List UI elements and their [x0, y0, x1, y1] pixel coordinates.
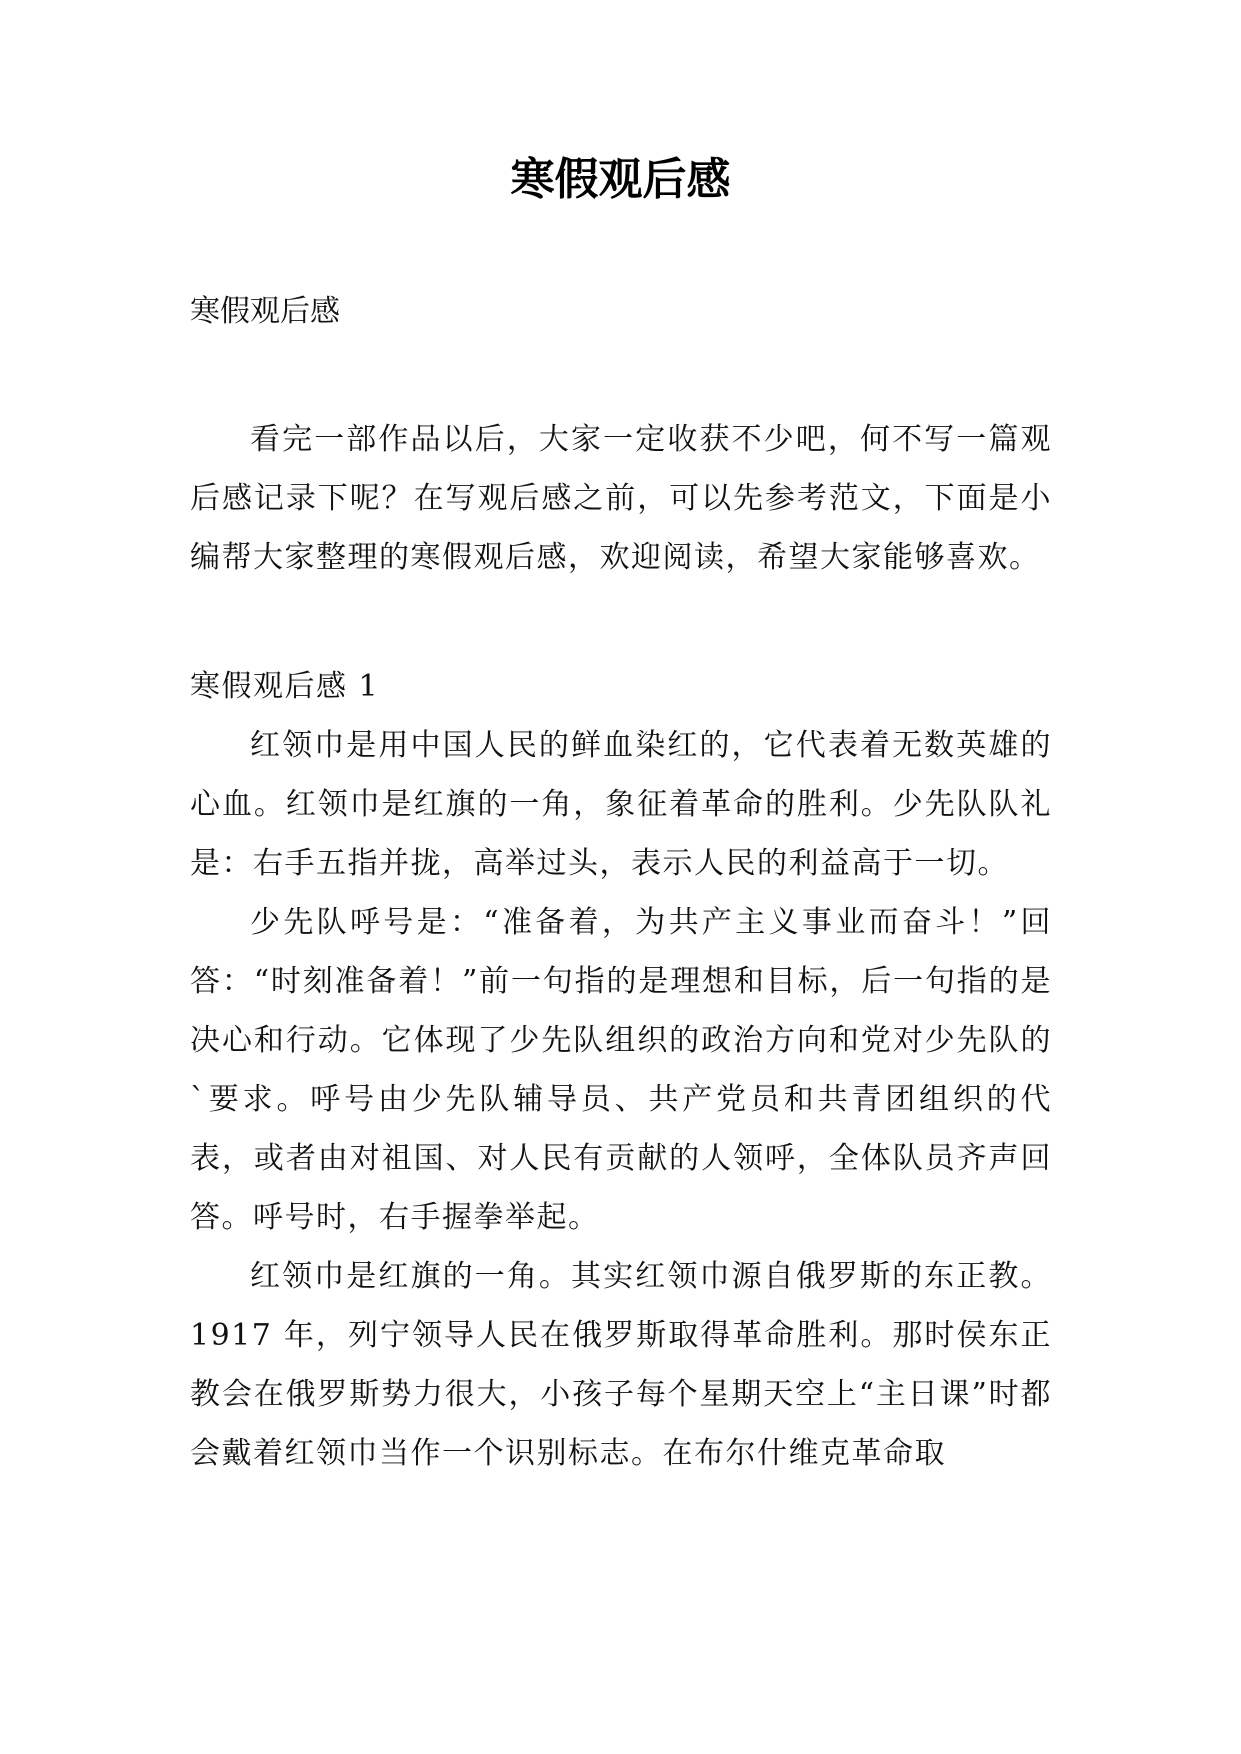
- section-heading: 寒假观后感 1: [190, 669, 380, 704]
- body-paragraph-3: 红领巾是红旗的一角。其实红领巾源自俄罗斯的东正教。1917 年，列宁领导人民在俄罗斯取得革命胜利。那时侯东正教会在俄罗斯势力很大，小孩子每个星期天空上“主日课”时都会戴着红领巾当作一个识别标志。在布尔什维克革命取: [190, 1259, 1052, 1471]
- document-subtitle: 寒假观后感: [190, 294, 340, 329]
- document-body: [190, 410, 1052, 1483]
- body-paragraph-1: 红领巾是用中国人民的鲜血染红的，它代表着无数英雄的心血。红领巾是红旗的一角，象征着革命的胜利。少先队队礼是：右手五指并拢，高举过头，表示人民的利益高于一切。: [190, 728, 1052, 881]
- body-paragraph-2: 少先队呼号是：“准备着，为共产主义事业而奋斗！”回答：“时刻准备着！”前一句指的是理想和目标，后一句指的是决心和行动。它体现了少先队组织的政治方向和党对少先队的`要求。呼号由少先队辅导员、共产党员和共青团组织的代表，或者由对祖国、对人民有贡献的人领呼，全体队员齐声回答。呼号时，右手握拳举起。: [190, 905, 1052, 1235]
- intro-paragraph: 看完一部作品以后，大家一定收获不少吧，何不写一篇观后感记录下呢？在写观后感之前，可以先参考范文，下面是小编帮大家整理的寒假观后感，欢迎阅读，希望大家能够喜欢。: [190, 422, 1052, 575]
- document-title: 寒假观后感: [510, 154, 731, 205]
